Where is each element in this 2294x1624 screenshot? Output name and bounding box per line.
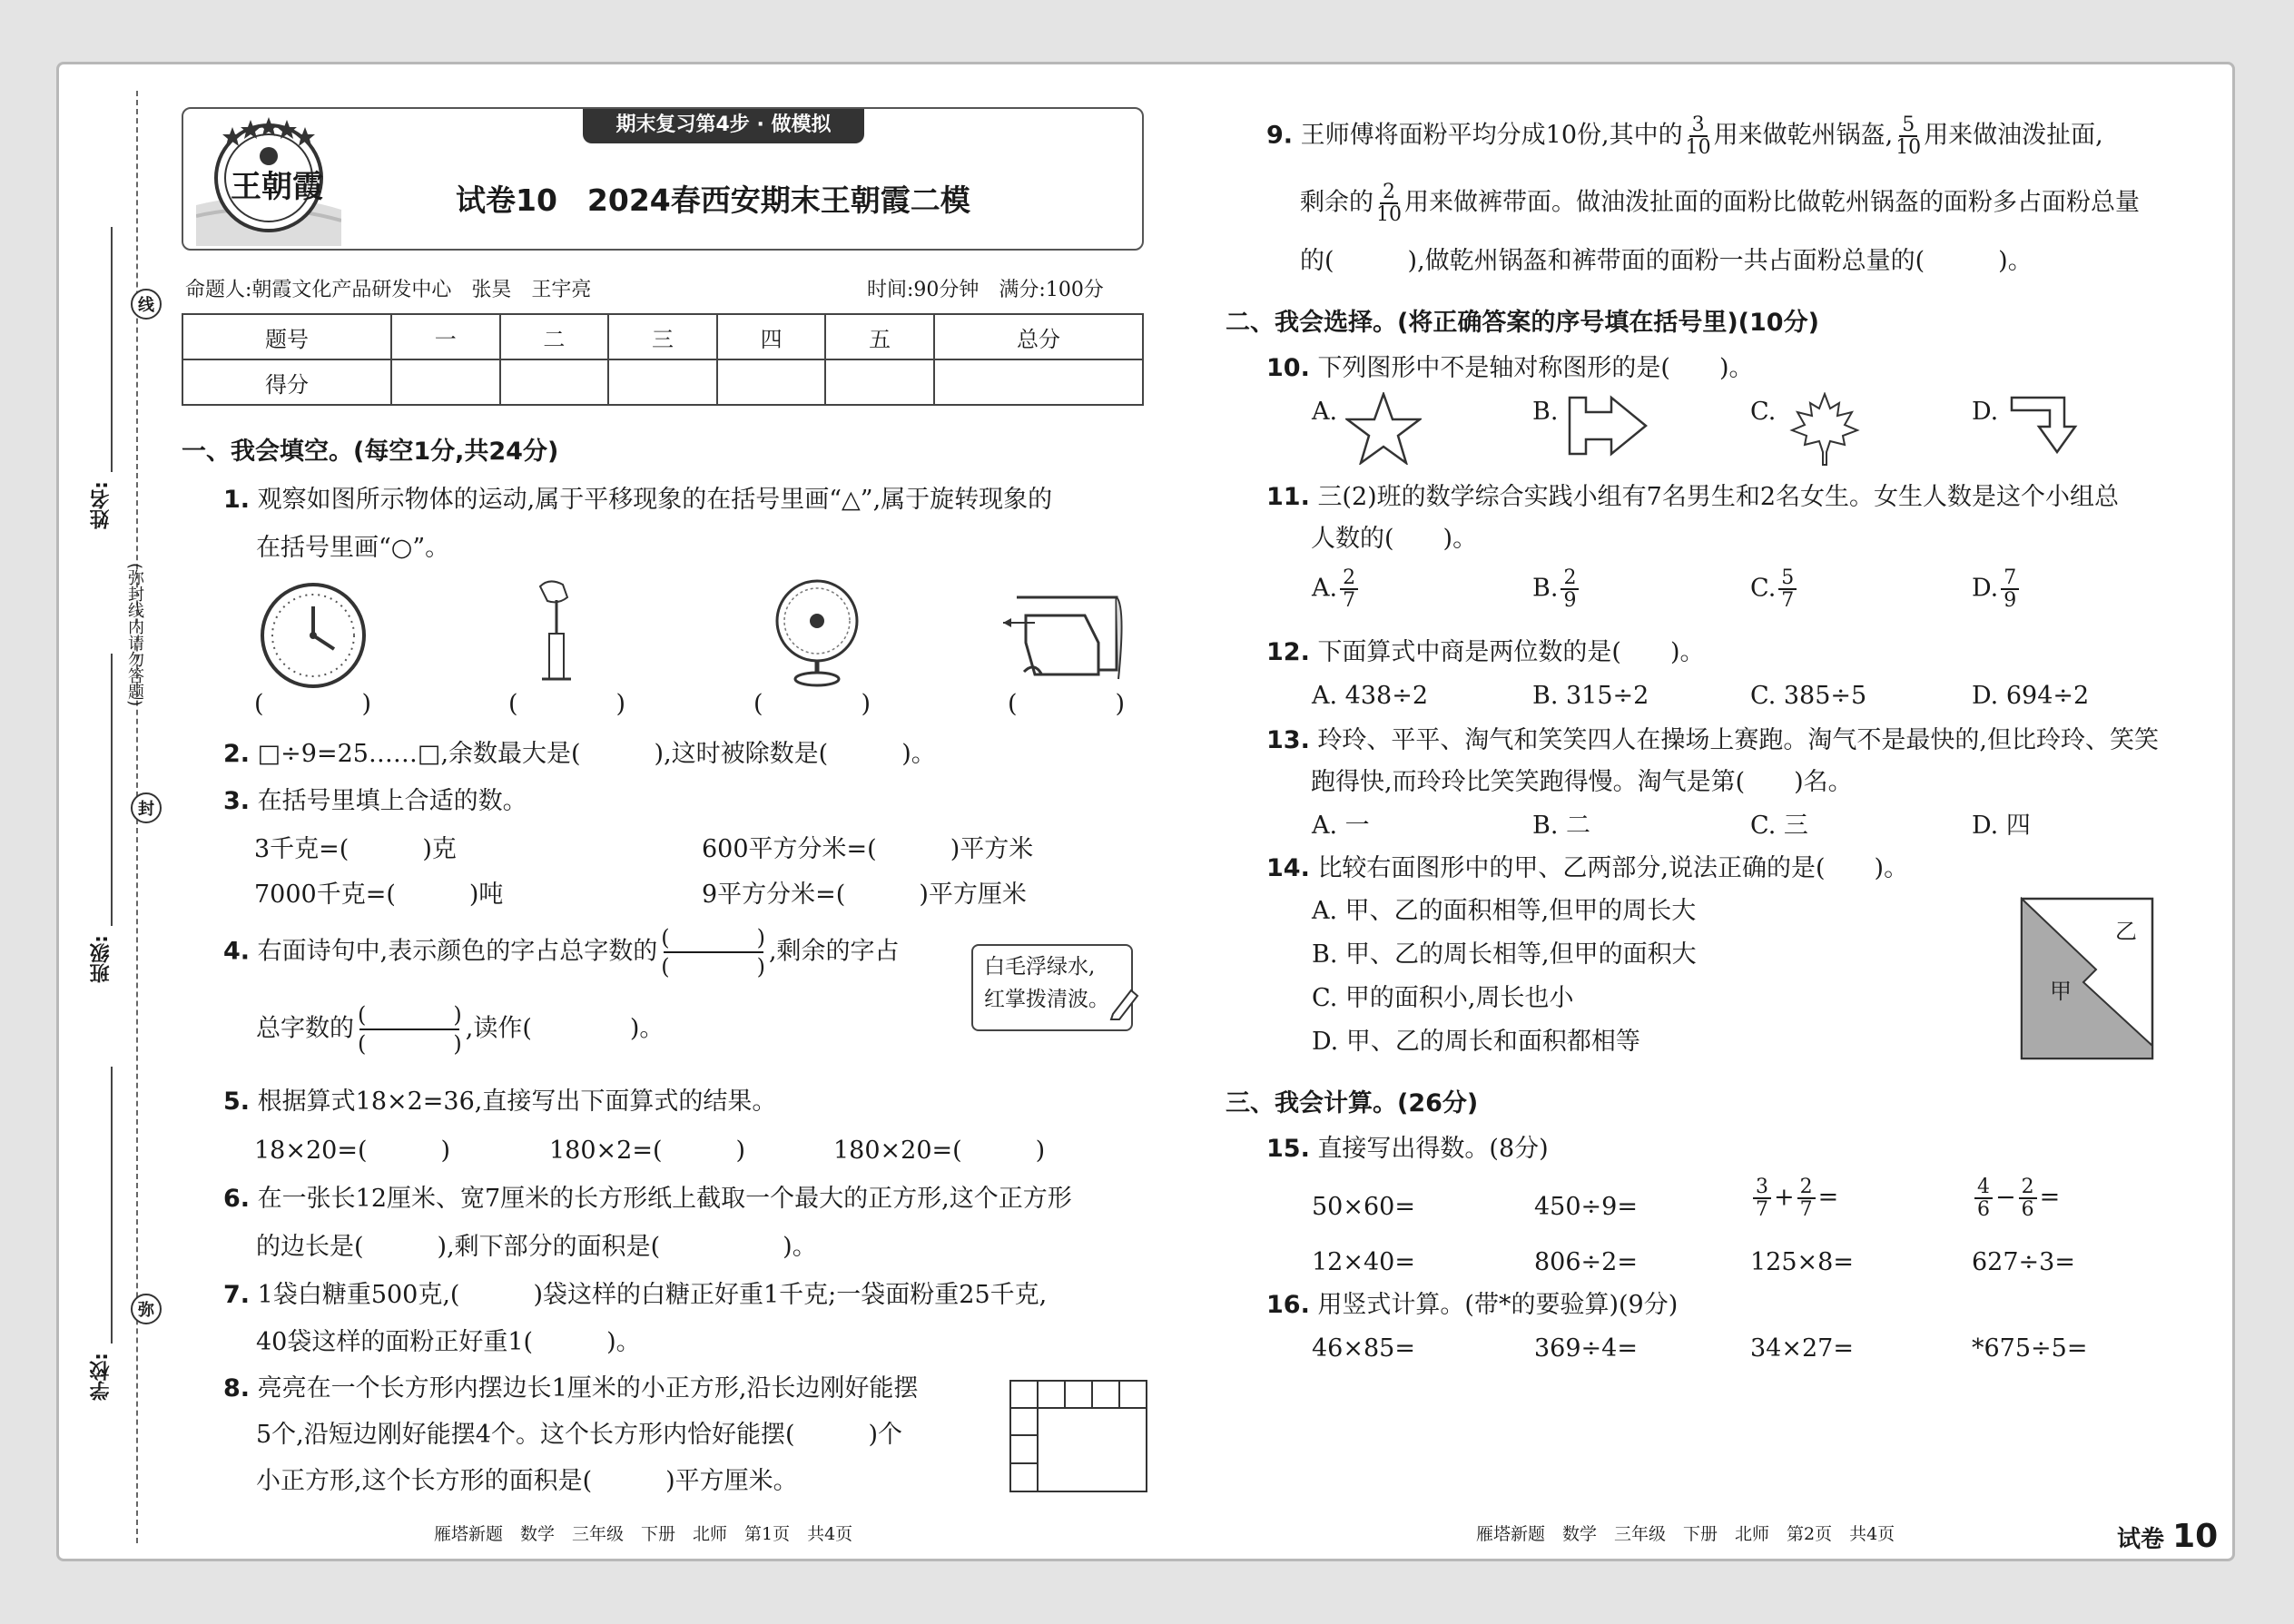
q1: 1. 观察如图所示物体的运动,属于平移现象的在括号里画“△”,属于旋转现象的 bbox=[223, 486, 1053, 514]
poem-card: 白毛浮绿水, 红掌拨清波。 bbox=[971, 944, 1133, 1031]
header-badge: 期末复习第4步 · 做模拟 bbox=[583, 107, 864, 143]
q11-opt-c[interactable]: C. $\frac{5}{7}$ bbox=[1750, 567, 1799, 611]
seal-mark-feng: 封 bbox=[131, 792, 162, 823]
arrow-block-shape bbox=[1566, 394, 1649, 458]
q15-d[interactable]: $\frac{4}{6}$ − $\frac{2}{6}$ = bbox=[1972, 1176, 2060, 1220]
q12-opt-a[interactable]: A. 438÷2 bbox=[1312, 682, 1428, 710]
star-shape bbox=[1345, 392, 1422, 465]
seal-note: (弥封线内请勿答题) bbox=[125, 563, 144, 707]
logo-text: 王朝霞 bbox=[231, 169, 323, 205]
q3-d: 9平方分米=( )平方厘米 bbox=[702, 881, 1027, 909]
q12-opt-c[interactable]: C. 385÷5 bbox=[1750, 682, 1867, 710]
q10-opt-b[interactable]: B. bbox=[1532, 398, 1559, 426]
section3-title: 三、我会计算。(26分) bbox=[1226, 1089, 1479, 1117]
score-cell: 三 bbox=[608, 314, 717, 359]
q1-answer-4[interactable]: ( ) bbox=[1008, 690, 1126, 718]
q11-opt-d[interactable]: D. $\frac{7}{9}$ bbox=[1972, 567, 2022, 611]
name-line[interactable] bbox=[111, 227, 113, 472]
q7-line2: 40袋这样的面粉正好重1( )。 bbox=[256, 1328, 641, 1356]
label-jia: 甲 bbox=[2050, 979, 2072, 1004]
q11: 11. 三(2)班的数学综合实践小组有7名男生和2名女生。女生人数是这个小组总 bbox=[1266, 483, 2120, 511]
q1-answer-2[interactable]: ( ) bbox=[508, 690, 626, 718]
pencil-icon bbox=[1106, 985, 1142, 1021]
q7: 7. 1袋白糖重500克,( )袋这样的白糖正好重1千克;一袋面粉重25千克, bbox=[223, 1281, 1048, 1309]
q15-a[interactable]: 50×60= bbox=[1312, 1193, 1415, 1221]
q5: 5. 根据算式18×2=36,直接写出下面算式的结果。 bbox=[223, 1088, 777, 1116]
seal-mark-xian: 线 bbox=[131, 289, 162, 320]
clock-image bbox=[254, 581, 372, 690]
q11-opt-b[interactable]: B. $\frac{2}{9}$ bbox=[1532, 567, 1581, 611]
score-cell: 二 bbox=[500, 314, 609, 359]
score-input[interactable] bbox=[717, 359, 826, 405]
header-box bbox=[182, 107, 1144, 251]
score-cell: 题号 bbox=[182, 314, 391, 359]
score-input[interactable] bbox=[608, 359, 717, 405]
score-input[interactable] bbox=[391, 359, 500, 405]
q11-line2: 人数的( )。 bbox=[1311, 525, 1478, 553]
q4: 4. 右面诗句中,表示颜色的字占总字数的 ( ) ( ) ,剩余的字占 bbox=[223, 925, 900, 979]
score-cell: 得分 bbox=[182, 359, 391, 405]
q13-opt-a[interactable]: A. 一 bbox=[1312, 812, 1370, 840]
score-input[interactable] bbox=[825, 359, 934, 405]
q4-fraction-1[interactable]: ( ) ( ) bbox=[661, 925, 765, 979]
q14: 14. 比较右面图形中的甲、乙两部分,说法正确的是( )。 bbox=[1266, 854, 1909, 882]
paper-label: 试卷 10 bbox=[2117, 1518, 2219, 1555]
q9: 9. 王师傅将面粉平均分成10份,其中的 $\frac{3}{10}$ 用来做乾州锅盔, $\frac{5}{10}$ 用来做油泼扯面, bbox=[1266, 113, 2103, 160]
q16-c[interactable]: 34×27= bbox=[1750, 1334, 1854, 1363]
q4-fraction-2[interactable]: ( ) ( ) bbox=[358, 1002, 462, 1057]
section1-title: 一、我会填空。(每空1分,共24分) bbox=[182, 438, 559, 466]
pump-image bbox=[531, 577, 586, 686]
q3: 3. 在括号里填上合适的数。 bbox=[223, 787, 527, 815]
score-cell: 五 bbox=[825, 314, 934, 359]
q14-opt-d[interactable]: D. 甲、乙的周长和面积都相等 bbox=[1312, 1028, 1640, 1056]
school-label: 学校: bbox=[90, 1353, 113, 1401]
q8: 8. 亮亮在一个长方形内摆边长1厘米的小正方形,沿长边刚好能摆 bbox=[223, 1374, 919, 1403]
fan-image bbox=[767, 577, 867, 688]
exam-title: 试卷10 2024春西安期末王朝霞二模 bbox=[456, 182, 970, 218]
q16-a[interactable]: 46×85= bbox=[1312, 1334, 1415, 1363]
footer-left: 雁塔新题 数学 三年级 下册 北师 第1页 共4页 bbox=[434, 1524, 853, 1544]
score-cell: 总分 bbox=[934, 314, 1143, 359]
q8-line3: 小正方形,这个长方形的面积是( )平方厘米。 bbox=[256, 1467, 798, 1495]
q4-line2: 总字数的 ( ) ( ) ,读作( )。 bbox=[256, 1002, 665, 1057]
q6: 6. 在一张长12厘米、宽7厘米的长方形纸上截取一个最大的正方形,这个正方形 bbox=[223, 1185, 1072, 1213]
q5-c: 180×20=( ) bbox=[833, 1137, 1046, 1165]
q15-c[interactable]: $\frac{3}{7}$ + $\frac{2}{7}$ = bbox=[1750, 1176, 1838, 1220]
q6-line2: 的边长是( ),剩下部分的面积是( )。 bbox=[256, 1233, 817, 1261]
score-cell: 四 bbox=[717, 314, 826, 359]
q12-opt-b[interactable]: B. 315÷2 bbox=[1532, 682, 1649, 710]
q15-h[interactable]: 627÷3= bbox=[1972, 1248, 2075, 1276]
bent-arrow-shape bbox=[2008, 394, 2081, 458]
q13-opt-d[interactable]: D. 四 bbox=[1972, 812, 2031, 840]
q5-b: 180×2=( ) bbox=[549, 1137, 746, 1165]
score-table bbox=[182, 313, 1144, 406]
q15-e[interactable]: 12×40= bbox=[1312, 1248, 1415, 1276]
q15: 15. 直接写出得数。(8分) bbox=[1266, 1135, 1549, 1163]
score-input[interactable] bbox=[500, 359, 609, 405]
q16-b[interactable]: 369÷4= bbox=[1534, 1334, 1638, 1363]
q3-b: 600平方分米=( )平方米 bbox=[702, 835, 1034, 863]
q13-opt-b[interactable]: B. 二 bbox=[1532, 812, 1591, 840]
seal-mark-mi: 弥 bbox=[131, 1294, 162, 1324]
q9-line2: 剩余的 $\frac{2}{10}$ 用来做裤带面。做油泼扯面的面粉比做乾州锅盔的面粉多占面粉总量 bbox=[1300, 181, 2140, 227]
score-input[interactable] bbox=[934, 359, 1143, 405]
q13-opt-c[interactable]: C. 三 bbox=[1750, 812, 1808, 840]
q10-opt-c[interactable]: C. bbox=[1750, 398, 1777, 426]
q12: 12. 下面算式中商是两位数的是( )。 bbox=[1266, 638, 1705, 666]
class-line[interactable] bbox=[111, 654, 113, 926]
q1-answer-1[interactable]: ( ) bbox=[254, 690, 372, 718]
q9-line3: 的( ),做乾州锅盔和裤带面的面粉一共占面粉总量的( )。 bbox=[1300, 247, 2033, 275]
q13-line2: 跑得快,而玲玲比笑笑跑得慢。淘气是第( )名。 bbox=[1311, 768, 1853, 796]
q3-c: 7000千克=( )吨 bbox=[254, 881, 504, 909]
section2-title: 二、我会选择。(将正确答案的序号填在括号里)(10分) bbox=[1226, 309, 1819, 337]
q14-opt-b[interactable]: B. 甲、乙的周长相等,但甲的面积大 bbox=[1312, 940, 1697, 969]
footer-right: 雁塔新题 数学 三年级 下册 北师 第2页 共4页 bbox=[1476, 1524, 1895, 1544]
q12-opt-d[interactable]: D. 694÷2 bbox=[1972, 682, 2090, 710]
q5-a: 18×20=( ) bbox=[254, 1137, 451, 1165]
q10-opt-d[interactable]: D. bbox=[1972, 398, 1999, 426]
score-cell: 一 bbox=[391, 314, 500, 359]
drawer-image bbox=[999, 588, 1126, 688]
q1-answer-3[interactable]: ( ) bbox=[753, 690, 871, 718]
q15-f[interactable]: 806÷2= bbox=[1534, 1248, 1638, 1276]
class-label: 班级: bbox=[90, 935, 113, 983]
q14-opt-a[interactable]: A. 甲、乙的面积相等,但甲的周长大 bbox=[1312, 897, 1697, 925]
time-score: 时间:90分钟 满分:100分 bbox=[867, 279, 1104, 301]
q16-d[interactable]: *675÷5= bbox=[1972, 1334, 2088, 1363]
school-line[interactable] bbox=[111, 1067, 113, 1343]
q8-line2: 5个,沿短边刚好能摆4个。这个长方形内恰好能摆( )个 bbox=[256, 1421, 903, 1449]
q15-b[interactable]: 450÷9= bbox=[1534, 1193, 1638, 1221]
q2: 2. □÷9=25……□,余数最大是( ),这时被除数是( )。 bbox=[223, 740, 936, 768]
q1-line2: 在括号里画“○”。 bbox=[256, 534, 450, 562]
q16: 16. 用竖式计算。(带*的要验算)(9分) bbox=[1266, 1291, 1679, 1319]
maple-leaf-shape bbox=[1788, 392, 1861, 467]
q15-g[interactable]: 125×8= bbox=[1750, 1248, 1854, 1276]
q14-opt-c[interactable]: C. 甲的面积小,周长也小 bbox=[1312, 984, 1574, 1012]
name-label: 姓名: bbox=[90, 481, 113, 529]
q13: 13. 玲玲、平平、淘气和笑笑四人在操场上赛跑。淘气不是最快的,但比玲玲、笑笑 bbox=[1266, 726, 2160, 754]
authors: 命题人:朝霞文化产品研发中心 张昊 王宇亮 bbox=[185, 279, 592, 301]
q11-opt-a[interactable]: A. $\frac{2}{7}$ bbox=[1312, 567, 1361, 611]
q10: 10. 下列图形中不是轴对称图形的是( )。 bbox=[1266, 354, 1754, 382]
q10-opt-a[interactable]: A. bbox=[1312, 398, 1338, 426]
q3-a: 3千克=( )克 bbox=[254, 835, 457, 863]
tile-grid-figure bbox=[1009, 1380, 1147, 1492]
label-yi: 乙 bbox=[2115, 919, 2137, 944]
